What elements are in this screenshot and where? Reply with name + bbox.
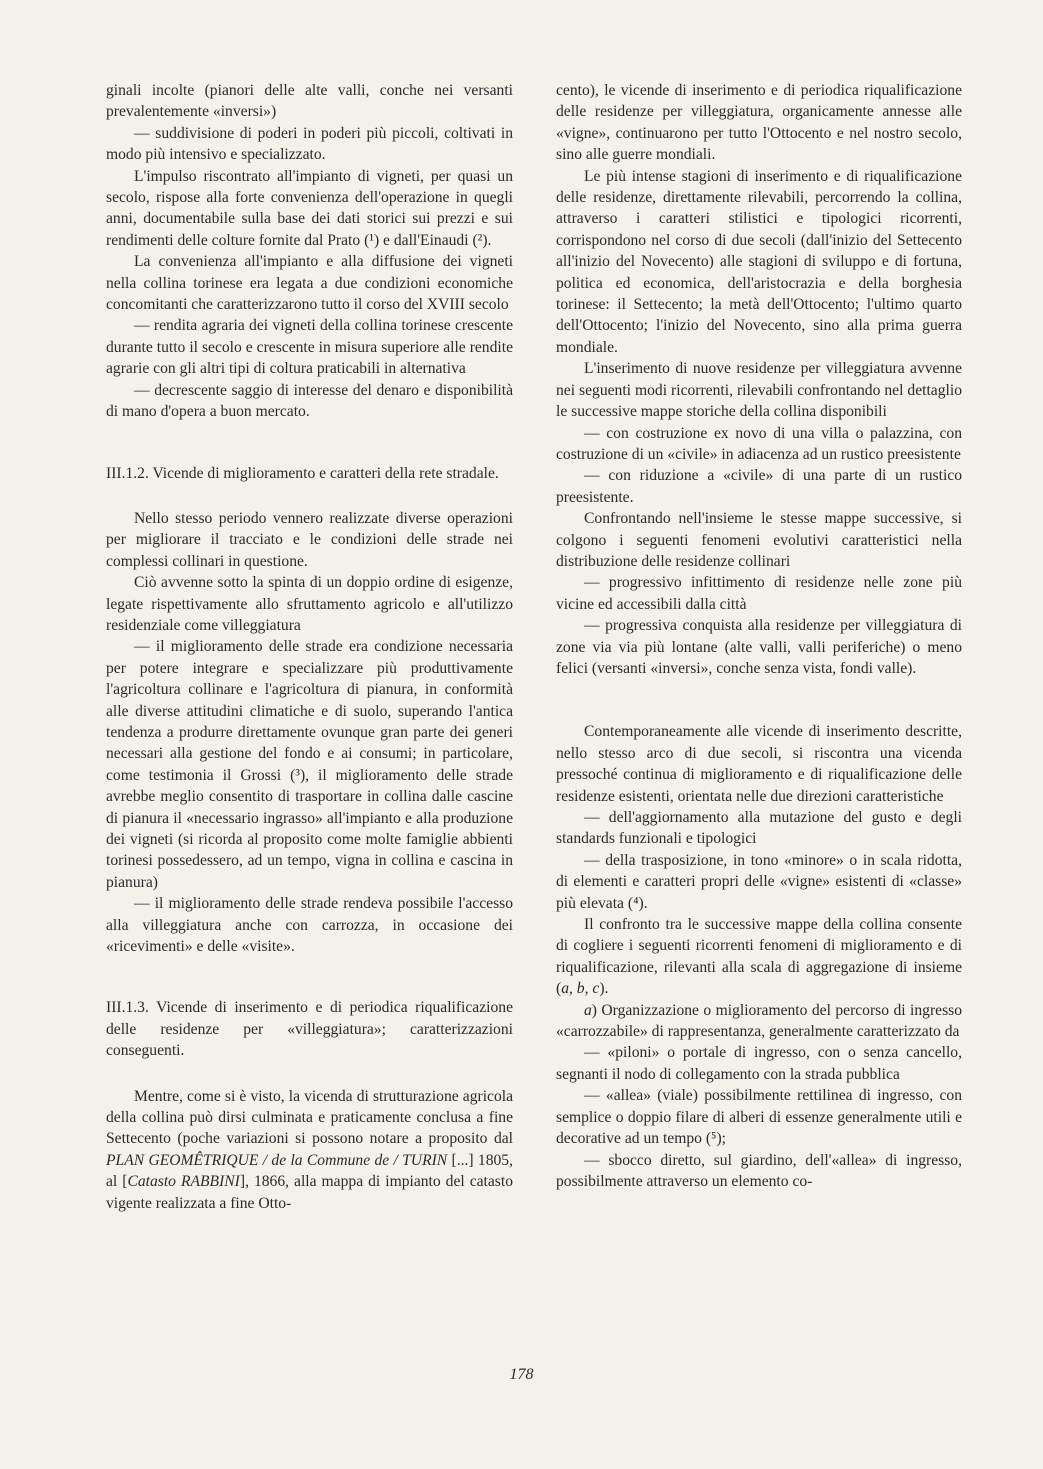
paragraph: L'impulso riscontrato all'impianto di vigneti, per quasi un secolo, rispose alla forte convenienza dell'operazione in quegli anni, documentabile sulla base dei dati storici sui prezzi e sui rendimenti delle colture fornite dal Prato (¹) e dall'Einaudi (²). — [106, 167, 513, 249]
paragraph: — sbocco diretto, sul giardino, dell'«allea» di ingresso, possibilmente attraverso un elemento co- — [556, 1151, 962, 1190]
paragraph: — progressiva conquista alla residenze per villeggiatura di zone via via più lontane (alte valli, valli periferiche) o meno felici (versanti «inversi», conche senza vista, fondi valle). — [556, 617, 962, 677]
section-heading: III.1.3. Vicende di inserimento e di periodica riqualificazione delle residenze per «villeggiatura»; caratterizzazioni conseguenti. — [106, 999, 513, 1060]
paragraph: ginali incolte (pianori delle alte valli, conche nei versanti prevalentemente «inversi») — [106, 82, 513, 121]
paragraph: Ciò avvenne sotto la spinta di un doppio ordine di esigenze, legate rispettivamente allo sfruttamento agricolo e all'utilizzo residenziale come villeggiatura — [106, 574, 513, 634]
paragraph: — dell'aggiornamento alla mutazione del gusto e degli standards funzionali e tipologici — [556, 809, 962, 848]
section-heading: III.1.2. Vicende di miglioramento e caratteri della rete stradale. — [106, 464, 499, 482]
paragraph: Contemporaneamente alle vicende di inserimento descritte, nello stesso arco di due secoli, si riscontra una vicenda pressoché continua di miglioramento e di riqualificazione delle residenze esistenti, orientata nelle due direzioni caratteristiche — [556, 723, 962, 805]
paragraph: Nello stesso periodo vennero realizzate diverse operazioni per migliorare il tracciato e le condizioni delle strade nei complessi collinari in questione. — [106, 509, 513, 570]
paragraph: — con riduzione a «civile» di una parte di un rustico preesistente. — [556, 467, 962, 506]
paragraph: — con costruzione ex novo di una villa o palazzina, con costruzione di un «civile» in adiacenza ad un rustico preesistente — [556, 424, 962, 463]
paragraph: Le più intense stagioni di inserimento e di riqualificazione delle residenze, direttamente rilevabili, percorrendo la collina, attraverso i caratteri stilistici e tipologici ricorrenti, corrispondono nel corso di due secoli (dall'inizio del Settecento all'inizio del Novecento) alle stagioni di sviluppo e di fortuna, politica ed economica, dell'aristocrazia e della borghesia torinese: il Settecento; la metà dell'Ottocento; l'ultimo quarto dell'Ottocento; l'inizio del Novecento, sino alla prima guerra mondiale. — [556, 167, 962, 356]
paragraph: — della trasposizione, in tono «minore» o in scala ridotta, di elementi e caratteri propri delle «vigne» esistenti di «classe» più elevata (⁴). — [556, 851, 962, 912]
paragraph: Confrontando nell'insieme le stesse mappe successive, si colgono i seguenti fenomeni evolutivi caratteristici nella distribuzione delle residenze collinari — [556, 510, 962, 570]
paragraph: Mentre, come si è visto, la vicenda di strutturazione agricola della collina può dirsi culminata e praticamente conclusa a fine Settecento (poche variazioni si possono notare a proposito dal PLAN GEOMÊTRIQUE / de la Commune de / TURIN [...] 1805, al [Catasto RABBINI], 1866, alla mappa di impianto del catasto vigente realizzata a fine Otto- — [106, 1087, 514, 1212]
paragraph: — il miglioramento delle strade rendeva possibile l'accesso alla villeggiatura anche con carrozza, in occasione dei «ricevimenti» e delle «visite». — [106, 895, 513, 956]
paragraph: a) Organizzazione o miglioramento del percorso di ingresso «carrozzabile» di rappresentanza, generalmente caratterizzato da — [556, 1001, 962, 1041]
page-number: 178 — [509, 1366, 534, 1383]
citation-title: PLAN GEOMÊTRIQUE / de la Commune de / TURIN — [106, 1151, 448, 1169]
left-column — [106, 80, 513, 1214]
paragraph: L'inserimento di nuove residenze per villeggiatura avvenne nei seguenti modi ricorrenti, rilevabili confrontando nel dettaglio le successive mappe storiche della collina disponibili — [556, 360, 962, 421]
right-column — [556, 80, 962, 1192]
paragraph: — suddivisione di poderi in poderi più piccoli, coltivati in modo più intensivo e specializzato. — [106, 124, 513, 164]
citation-title: Catasto RABBINI — [127, 1173, 240, 1191]
paragraph: — progressivo infittimento di residenze nelle zone più vicine ed accessibili dalla città — [556, 574, 962, 613]
paragraph: — rendita agraria dei vigneti della collina torinese crescente durante tutto il secolo e crescente in misura superiore alle rendite agrarie con gli altri tipi di coltura praticabili in alternativa — [106, 317, 513, 378]
paragraph: La convenienza all'impianto e alla diffusione dei vigneti nella collina torinese era legata a due condizioni economiche concomitanti che caratterizzarono tutto il corso del XVIII secolo — [106, 253, 513, 314]
paragraph: — decrescente saggio di interesse del denaro e disponibilità di mano d'opera a buon mercato. — [106, 381, 513, 421]
paragraph: cento), le vicende di inserimento e di periodica riqualificazione delle residenze per villeggiatura, organicamente annesse alle «vigne», continuarono per tutto l'Ottocento e nel nostro secolo, sino alle guerre mondiali. — [556, 82, 962, 164]
paragraph: — il miglioramento delle strade era condizione necessaria per potere integrare e specializzare più produttivamente l'agricoltura collinare e l'agricoltura di pianura, in conformità alle diverse attitudini climatiche e di suolo, superando l'antica tendenza a produrre direttamente ovunque gran parte dei generi necessari alla gestione del fondo e ai consumi; in particolare, come testimonia il Grossi (³), il miglioramento delle strade avrebbe meglio consentito di trasportare in collina dalle cascine di pianura il «necessario ingrasso» all'impianto e alla produzione dei vigneti (si ricorda al proposito come molte famiglie abbienti torinesi possedessero, ad un tempo, vigna in collina e cascina in pianura) — [106, 638, 513, 891]
paragraph: Il confronto tra le successive mappe della collina consente di cogliere i seguenti ricorrenti fenomeni di miglioramento e di riqualificazione, rilevanti alla scala di aggregazione di insieme (a, b, c). — [556, 916, 962, 998]
paragraph: — «piloni» o portale di ingresso, con o senza cancello, segnanti il nodo di collegamento con la strada pubblica — [556, 1044, 962, 1083]
paragraph: — «allea» (viale) possibilmente rettilinea di ingresso, con semplice o doppio filare di alberi di essenze generalmente utili e decorative ad un tempo (⁵); — [556, 1087, 962, 1148]
